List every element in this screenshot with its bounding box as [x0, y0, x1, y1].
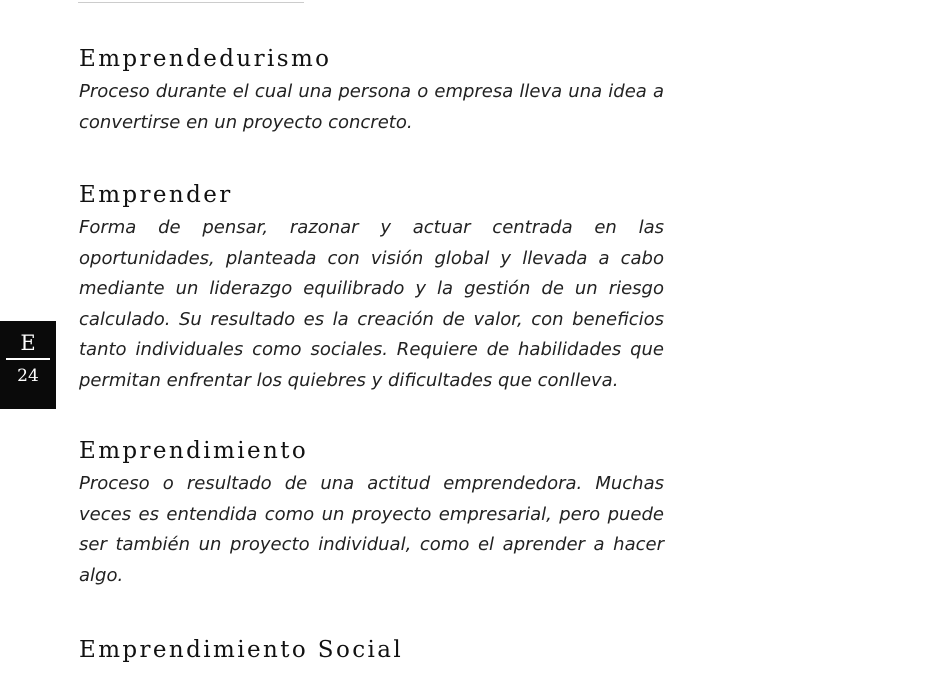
entry-definition: Forma de pensar, razonar y actuar centrada en las oportunidades, planteada con visión global y llevada a cabo mediante un liderazgo equilibrado y la gestión de un riesgo calculado. Su resultado es la creación de valor, con beneficios tanto individuales como sociales. Requiere de habilidades que permitan enfrentar los quiebres y dificultades que conlleva.	[79, 217, 664, 391]
entry-definition: Proceso o resultado de una actitud emprendedora. Muchas veces es entendida como un proyecto empresarial, pero puede ser también un proyecto individual, como el aprender a hacer algo.	[79, 473, 664, 586]
glossary-entry	[79, 437, 664, 591]
top-divider	[78, 0, 304, 3]
entry-term: Emprender	[79, 182, 233, 208]
entry-term: Emprendimiento	[79, 438, 309, 464]
section-letter: E	[6, 331, 50, 360]
glossary-entry	[79, 45, 664, 138]
section-index-tab	[0, 321, 56, 409]
entry-definition: Proceso durante el cual una persona o empresa lleva una idea a convertirse en un proyecto concreto.	[79, 81, 664, 133]
glossary-entry	[79, 636, 664, 664]
page-number: 24	[17, 366, 39, 386]
entry-term: Emprendedurismo	[79, 46, 332, 72]
entry-term: Emprendimiento Social	[79, 637, 404, 663]
glossary-entry	[79, 181, 664, 396]
